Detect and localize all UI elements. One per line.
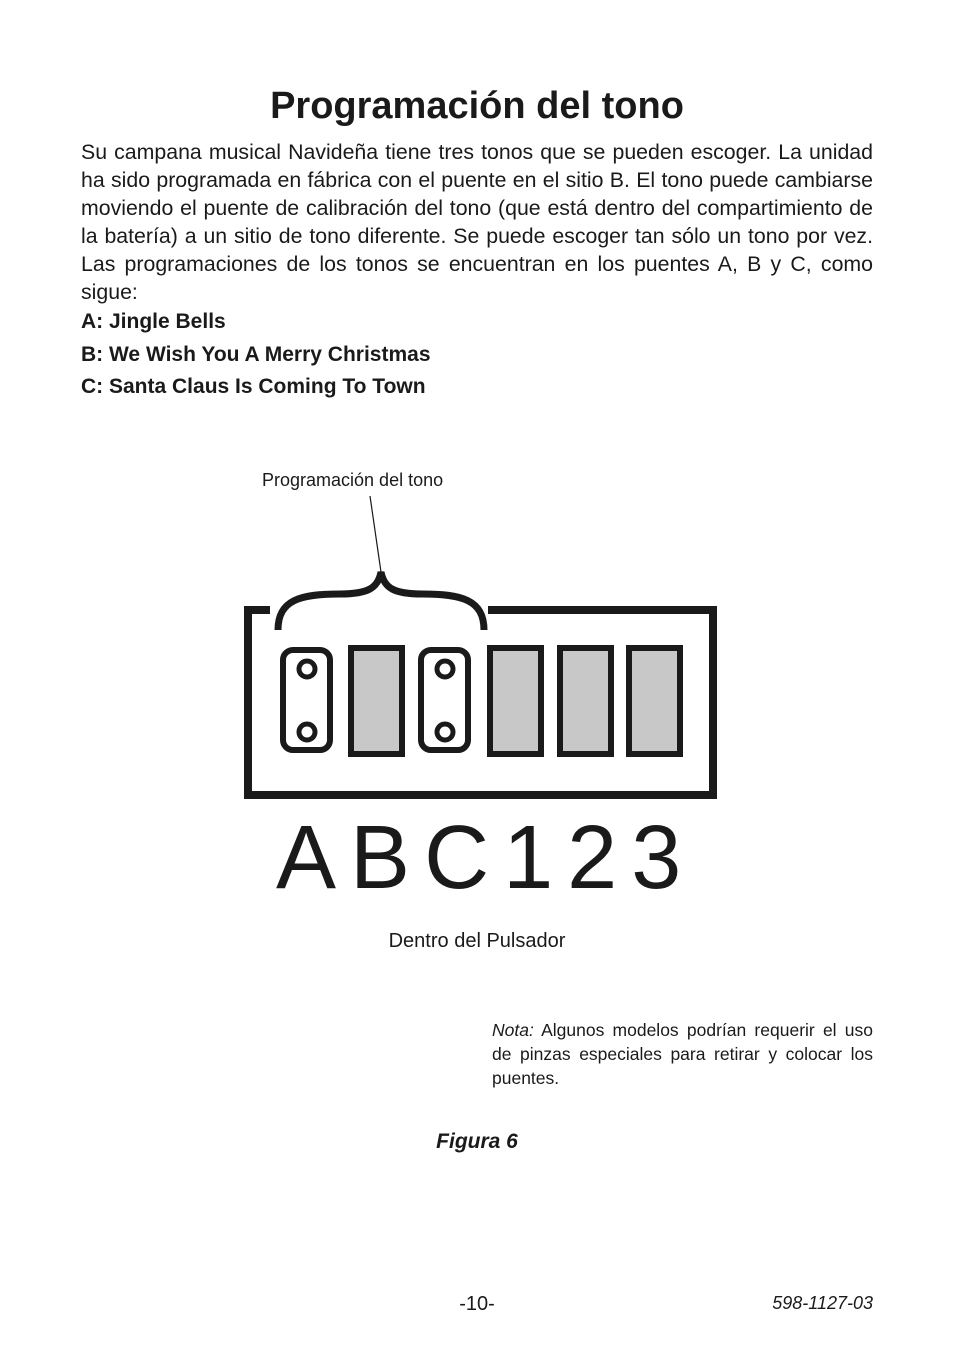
curly-brace	[278, 572, 484, 630]
slot-letter-3: 3	[631, 808, 683, 908]
leader-line	[370, 496, 381, 572]
jumper-slot-1	[490, 648, 541, 754]
note-block	[492, 1018, 873, 1090]
diagram-caption: Dentro del Pulsador	[388, 930, 566, 952]
slot-letter-1: 1	[503, 808, 555, 908]
slot-letters	[276, 808, 695, 908]
document-code: 598-1127-03	[772, 1293, 873, 1313]
slot-letter-b: B	[350, 808, 412, 908]
slot-letter-a: A	[276, 808, 338, 908]
tone-option-b: B: We Wish You A Merry Christmas	[81, 343, 431, 366]
figure-label: Figura 6	[436, 1130, 518, 1153]
jumper-slot-c	[421, 650, 468, 750]
note-text: Algunos modelos podrían requerir el uso de pinzas especiales para retirar y colocar los puentes.	[492, 1020, 873, 1088]
page-title: Programación del tono	[270, 85, 684, 127]
tone-option-a: A: Jingle Bells	[81, 310, 226, 333]
page-number: -10-	[459, 1293, 495, 1315]
slot-letter-c: C	[424, 808, 491, 908]
note-label: Nota:	[492, 1020, 534, 1040]
jumper-slot-b	[351, 648, 402, 754]
jumper-slot-3	[629, 648, 680, 754]
tone-option-c: C: Santa Claus Is Coming To Town	[81, 375, 426, 398]
slot-letter-2: 2	[567, 808, 619, 908]
jumper-slot-2	[560, 648, 611, 754]
jumper-slot-a	[283, 650, 330, 750]
diagram-label: Programación del tono	[262, 470, 444, 490]
intro-paragraph: Su campana musical Navideña tiene tres tonos que se pueden escoger. La unidad ha sido programada en fábrica con el puente en el sitio B. El tono puede cambiarse moviendo el puente de calibración del tono (que está dentro del compartimiento de la batería) a un sitio de tono diferente. Se puede escoger tan sólo un tono por vez. Las programaciones de los tonos se encuentran en los puentes A, B y C, como sigue:	[81, 140, 873, 304]
